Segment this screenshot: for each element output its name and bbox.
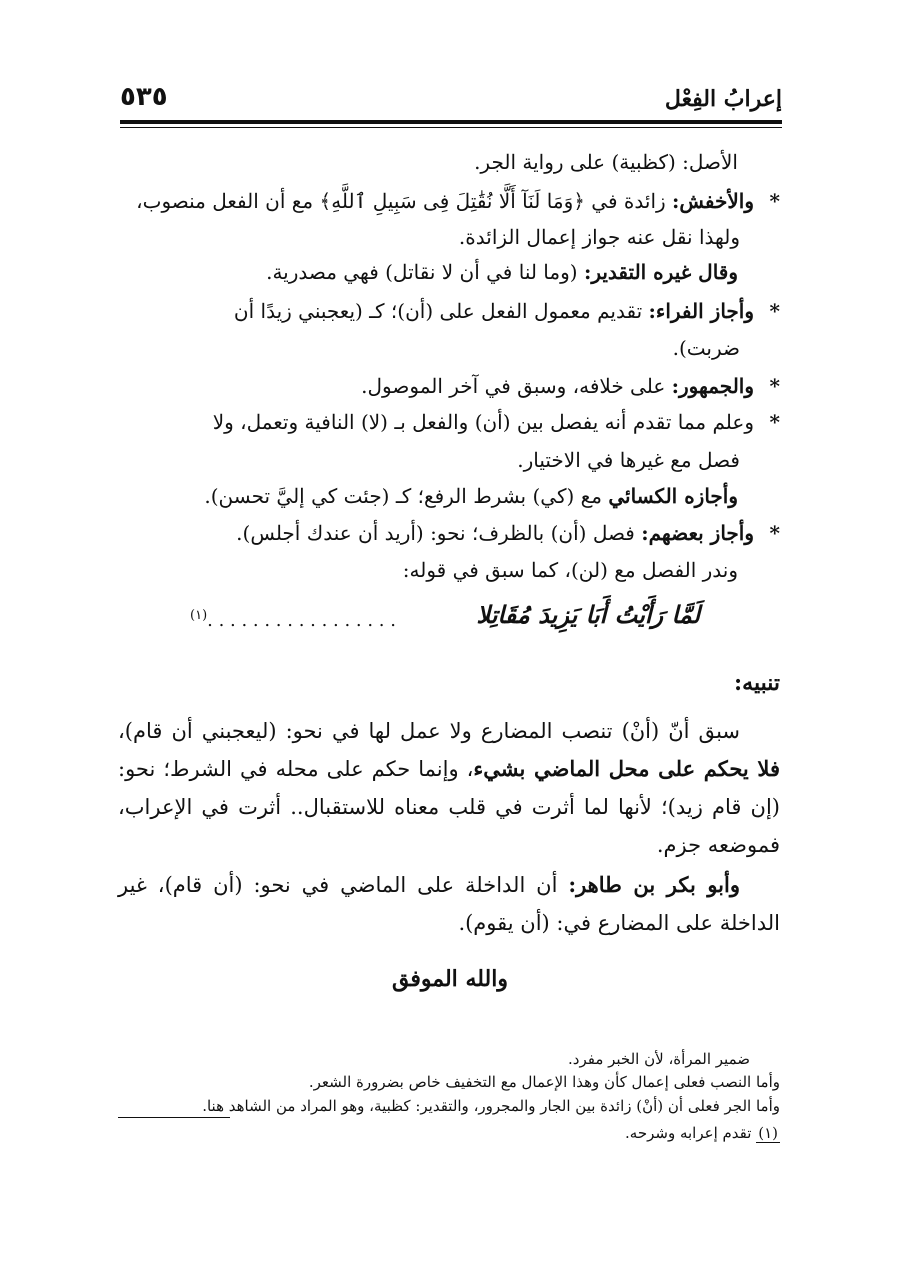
page-header [120,80,782,120]
bullet-marker: * [769,374,780,398]
term-ghayruh: وقال غيره التقدير: [583,260,738,284]
footnote-line-2: وأما النصب فعلى إعمال كأن وهذا الإعمال مع التخفيف خاص بضرورة الشعر. [308,1073,780,1091]
closing-phrase: والله الموفق [392,966,508,992]
term-abu-bakr: وأبو بكر بن طاهر: [568,872,740,897]
bullet-marker: * [769,410,780,434]
footnote-1: (١) تقدم إعرابه وشرحه. [625,1124,778,1142]
verse-dots: $^{(١)}$. . . . . . . . . . . . . . . . . [190,608,396,631]
term-baaduhum: وأجاز بعضهم: [641,521,754,545]
body-line-10: وأجازه الكسائي مع (كي) بشرط الرفع؛ كـ (جئت كي إليَّ تحسن). [204,484,738,508]
body-line-12: وندر الفصل مع (لن)، كما سبق في قوله: [402,558,738,582]
body-line-7: *والجمهور: على خلافه، وسبق في آخر الموصول. [361,371,780,401]
quran-quote: ﴿وَمَا لَنَآ أَلَّا نُقَٰتِلَ فِى سَبِيلِ ٱللَّهِ﴾ [319,189,585,213]
bullet-marker: * [769,189,780,213]
body-line-8: *وعلم مما تقدم أنه يفصل بين (أن) والفعل بـ (لا) النافية وتعمل، ولا [213,407,780,437]
term-farra: وأجاز الفراء: [648,299,754,323]
footnote-line-1: ضمير المرأة، لأن الخبر مفرد. [568,1050,750,1068]
term-kisai: وأجازه الكسائي [608,484,738,508]
body-line-9: فصل مع غيرها في الاختيار. [517,448,740,472]
term-jumhur: والجمهور: [671,374,754,398]
body-line-11: *وأجاز بعضهم: فصل (أن) بالظرف؛ نحو: (أريد أن عندك أجلس). [236,518,780,548]
body-line-3: ولهذا نقل عنه جواز إعمال الزائدة. [458,225,740,249]
page-number: ٥٣٥ [120,82,168,112]
footnote-separator [118,1117,230,1118]
section-heading: تنبيه: [734,670,780,696]
body-line-4: وقال غيره التقدير: (وما لنا في أن لا نقاتل) فهي مصدرية. [266,260,738,284]
header-rule-thick [120,120,782,124]
bullet-marker: * [769,299,780,323]
running-title: إعرابُ الفِعْل [664,86,782,112]
body-line-5: *وأجاز الفراء: تقديم معمول الفعل على (أن)؛ كـ (يعجبني زيدًا أن [234,296,780,326]
footnote-line-3: وأما الجر فعلى أن (أنْ) زائدة بين الجار والمجرور، والتقدير: كظبية، وهو المراد من الشاهد هنا. [202,1097,780,1115]
body-line-1: الأصل: (كظبية) على رواية الجر. [474,150,738,174]
header-rule-thin [120,127,782,128]
tanbih-paragraph-1: سبق أنّ (أنْ) تنصب المضارع ولا عمل لها في نحو: (ليعجبني أن قام)، فلا يحكم على محل الماضي بشيء، وإنما حكم على محله في الشرط؛ نحو: (إن قام زيد)؛ لأنها لما أثرت في قلب معناه للاستقبال.. أثرت في الإعراب، فموضعه جزم. [118,719,780,857]
tanbih-paragraph-2: وأبو بكر بن طاهر: أن الداخلة على الماضي في نحو: (أن قام)، غير الداخلة على المضارع في: (أن يقوم). [118,872,780,935]
footnote-number: (١) [758,1124,778,1142]
body-line-6: ضربت). [672,336,740,360]
verse-text: لَمَّا رَأَيْتُ أَبَا يَزِيدَ مُقَاتِلا [476,600,700,629]
poetry-verse [190,600,700,640]
term-akhfash: والأخفش: [672,189,754,213]
footnote-marker: (١) [190,608,208,623]
bullet-marker: * [769,521,780,545]
body-line-2: *والأخفش: زائدة في ﴿وَمَا لَنَآ أَلَّا نُقَٰتِلَ فِى سَبِيلِ ٱللَّهِ﴾ مع أن الفعل منصوب، [136,186,780,216]
